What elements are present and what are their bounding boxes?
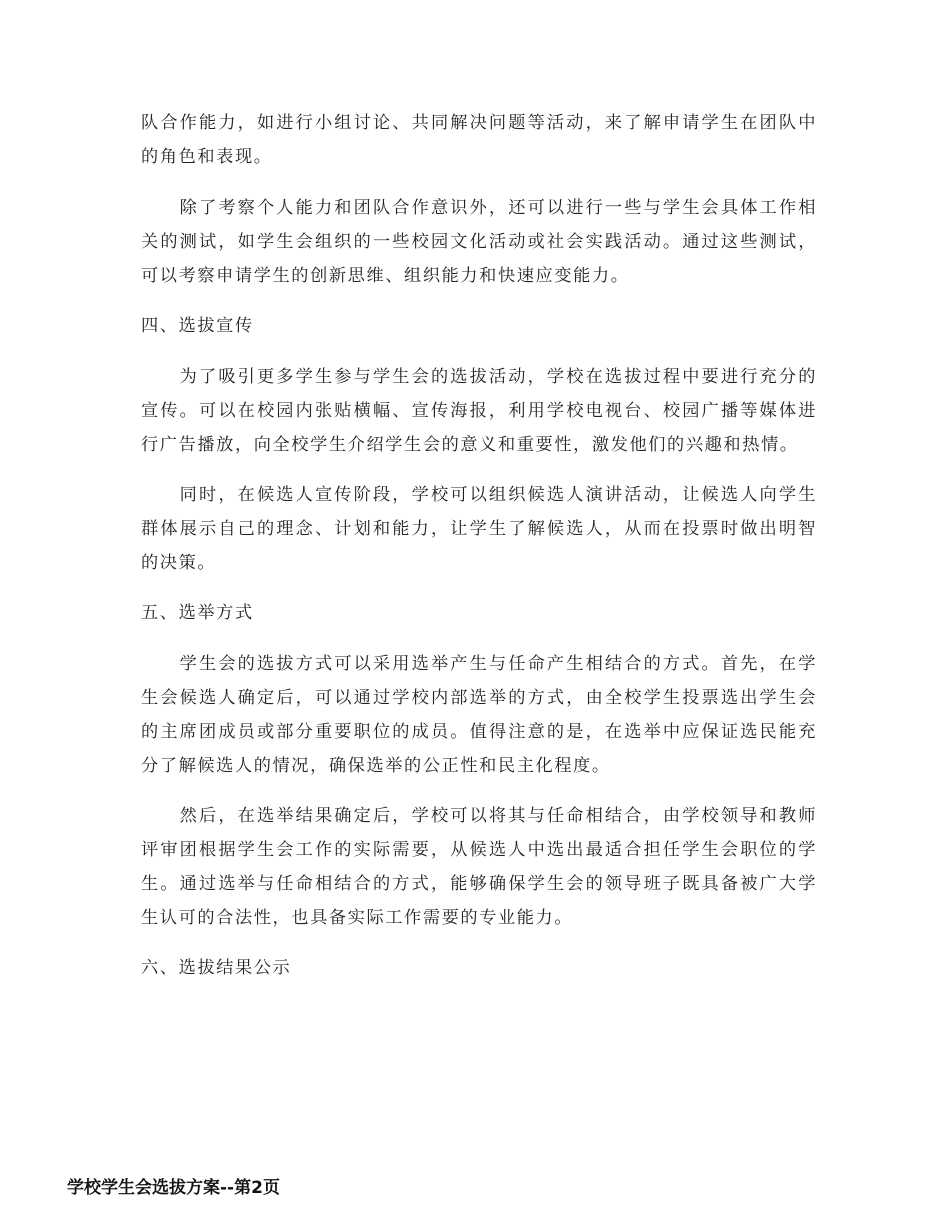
document-body	[141, 106, 817, 1002]
section-heading-results-publication: 六、选拔结果公示	[141, 958, 292, 978]
paragraph-candidate-speeches: 同时，在候选人宣传阶段，学校可以组织候选人演讲活动，让候选人向学生群体展示自己的理念、计划和能力，让学生了解候选人，从而在投票时做出明智的决策。	[141, 485, 817, 573]
paragraph-election-method: 学生会的选拔方式可以采用选举产生与任命产生相结合的方式。首先，在学生会候选人确定后，可以通过学校内部选举的方式，由全校学生投票选出学生会的主席团成员或部分重要职位的成员。值得注意的是，在选举中应保证选民能充分了解候选人的情况，确保选举的公正性和民主化程度。	[141, 654, 817, 776]
paragraph-work-tests: 除了考察个人能力和团队合作意识外，还可以进行一些与学生会具体工作相关的测试，如学生会组织的一些校园文化活动或社会实践活动。通过这些测试，可以考察申请学生的创新思维、组织能力和快速应变能力。	[141, 198, 817, 286]
section-heading-publicity: 四、选拔宣传	[141, 316, 254, 336]
paragraph-team-ability: 队合作能力，如进行小组讨论、共同解决问题等活动，来了解申请学生在团队中的角色和表现。	[141, 113, 817, 167]
paragraph-publicity: 为了吸引更多学生参与学生会的选拔活动，学校在选拔过程中要进行充分的宣传。可以在校园内张贴横幅、宣传海报，利用学校电视台、校园广播等媒体进行广告播放，向全校学生介绍学生会的意义和重要性，激发他们的兴趣和热情。	[141, 367, 817, 455]
section-heading-election-method: 五、选举方式	[141, 603, 254, 623]
page-footer: 学校学生会选拔方案--第2页	[67, 1178, 280, 1198]
paragraph-election-appointment: 然后，在选举结果确定后，学校可以将其与任命相结合，由学校领导和教师评审团根据学生会工作的实际需要，从候选人中选出最适合担任学生会职位的学生。通过选举与任命相结合的方式，能够确保学生会的领导班子既具备被广大学生认可的合法性，也具备实际工作需要的专业能力。	[141, 806, 817, 928]
